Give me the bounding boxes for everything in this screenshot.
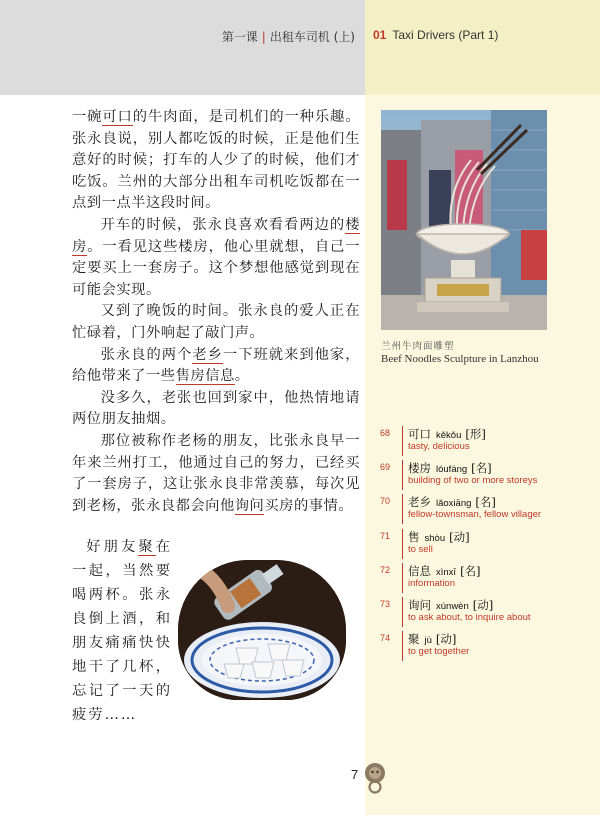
page-number: 7 — [351, 767, 359, 782]
vocab-pinyin: jù — [424, 635, 432, 646]
paragraph-1 — [72, 107, 360, 215]
paragraph-4 — [72, 345, 360, 388]
vocab-number: 69 — [380, 462, 391, 472]
vocab-pinyin: shòu — [424, 533, 446, 544]
photo-caption-en: Beef Noodles Sculpture in Lanzhou — [381, 353, 539, 365]
vocab-headword-line — [408, 597, 493, 613]
vocab-definition: to ask about, to inquire about — [408, 612, 531, 623]
vocab-divider — [402, 597, 403, 627]
reading-text-last — [72, 535, 172, 727]
vocab-definition: information — [408, 578, 455, 589]
vocab-number: 71 — [380, 531, 391, 541]
text-run: 好朋友 — [86, 539, 139, 555]
lesson-label: 第一课 — [221, 30, 258, 44]
vocab-divider — [402, 631, 403, 661]
lesson-heading-cn — [222, 28, 355, 45]
vocab-headword-line — [408, 529, 470, 545]
vocab-number: 68 — [380, 428, 391, 438]
text-run: 买房的事情。 — [264, 497, 354, 514]
vocab-part-of-speech: [动] — [449, 530, 470, 544]
text-run: 那位被称作老杨的朋友，比张永良早一年来兰州打工，他通过自己的努力，已经买了一套房子，这让张永良非常羡慕，每次见到老杨，张永良都会向他 — [72, 432, 360, 514]
vocab-headword-line — [408, 494, 496, 510]
vocab-word: 楼房 — [408, 461, 431, 475]
text-run: 开车的时候，张永良喜欢看看两边的 — [100, 216, 346, 233]
vocab-entry — [380, 460, 595, 494]
vocab-part-of-speech: [动] — [435, 632, 457, 646]
reading-text — [72, 107, 360, 517]
vocab-word: 老乡 — [408, 495, 431, 509]
lesson-heading-en — [373, 28, 498, 42]
vocab-word: 聚 — [408, 632, 420, 646]
vocab-headword-line — [408, 563, 481, 579]
text-run: 的牛肉面，是司机们的一种乐趣。张永良说，别人都吃饭的时候，正是他们生意好的时候；打车的人少了的时候，他们才吃饭。兰州的大部分出租车司机吃饭都在一点到一点半这段时间。 — [72, 109, 361, 212]
paragraph-5: 没多久，老张也回到家中，他热情地请两位朋友抽烟。 — [72, 389, 360, 428]
vocab-pinyin: kěkǒu — [436, 430, 462, 441]
vocab-entry — [380, 597, 595, 631]
vocab-word: 信息 — [408, 564, 431, 578]
vocab-definition: to get together — [408, 646, 470, 657]
vocab-divider — [402, 460, 403, 490]
liquor-cups-photo — [178, 560, 346, 700]
paragraph-7 — [72, 535, 172, 727]
vocab-entry — [380, 563, 595, 597]
lesson-title-cn: 出租车司机 (上) — [269, 30, 355, 44]
vocab-word: 可口 — [408, 427, 431, 441]
vocab-part-of-speech: [名] — [460, 564, 481, 578]
vocab-word: 售 — [408, 530, 420, 544]
vocab-entry — [380, 426, 595, 460]
text-run: 张永良的两个 — [100, 346, 193, 363]
noodle-sculpture-illustration — [381, 110, 547, 330]
vocab-word-laoxiang: 老乡 — [192, 346, 223, 363]
vocab-number: 70 — [380, 496, 391, 506]
lesson-title-en: Taxi Drivers (Part 1) — [392, 28, 499, 42]
vocab-part-of-speech: [名] — [471, 461, 492, 475]
text-run: 。一看见这些楼房，他心里就想，自己一定要买上一套房子。这个梦想他感觉到现在可能会实现。 — [72, 238, 361, 298]
vocab-entry — [380, 494, 595, 528]
vocab-pinyin: lóufáng — [436, 464, 468, 475]
vocab-number: 72 — [380, 565, 391, 575]
vocab-word-xunwen: 询问 — [234, 497, 265, 514]
vocab-definition: fellow-townsman, fellow villager — [408, 509, 542, 520]
vocab-definition: to sell — [408, 544, 433, 555]
vocab-entry — [380, 631, 595, 665]
text-run: 在一起，当然要喝两杯。张永良倒上酒，和朋友痛痛快快地干了几杯，忘记了一天的疲劳…… — [72, 539, 173, 723]
noodle-sculpture-photo — [381, 110, 547, 330]
vocab-headword-line — [408, 631, 456, 647]
vocab-part-of-speech: [名] — [475, 495, 496, 509]
lion-head-ornament-icon — [362, 762, 388, 794]
vocab-entry — [380, 529, 595, 563]
paragraph-3: 又到了晚饭的时间。张永良的爱人正在忙碌着，门外响起了敲门声。 — [72, 303, 360, 341]
text-run: 一下班就来到他家，给他带来了一些 — [72, 346, 361, 385]
header-separator: | — [261, 30, 266, 44]
vocab-part-of-speech: [动] — [472, 598, 494, 612]
liquor-cups-illustration — [178, 560, 346, 700]
header-left-band — [0, 0, 365, 95]
photo-caption-cn: 兰州牛肉面雕塑 — [381, 341, 455, 352]
vocab-pinyin: xìnxī — [436, 567, 457, 578]
vocab-definition: tasty, delicious — [408, 441, 470, 452]
vocab-number: 73 — [380, 599, 391, 609]
vocab-word-ju: 聚 — [138, 539, 156, 555]
paragraph-2 — [72, 215, 360, 301]
vocab-divider — [402, 426, 403, 456]
paragraph-6 — [72, 431, 360, 517]
text-run: 。 — [234, 368, 250, 385]
vocab-definition: building of two or more storeys — [408, 475, 538, 486]
vocab-headword-line — [408, 426, 486, 442]
vocab-divider — [402, 563, 403, 593]
vocab-divider — [402, 494, 403, 524]
lesson-number: 01 — [373, 28, 387, 42]
vocab-pinyin: lǎoxiāng — [436, 498, 472, 509]
vocab-word-kekou: 可口 — [102, 109, 133, 125]
vocab-word-loufang: 楼房 — [72, 216, 360, 255]
header-right-band — [365, 0, 600, 95]
vocab-word: 询问 — [408, 598, 431, 612]
vocab-number: 74 — [380, 633, 391, 643]
vocab-pinyin: xúnwèn — [436, 601, 469, 612]
vocab-headword-line — [408, 460, 492, 476]
vocab-divider — [402, 529, 403, 559]
text-run: 一碗 — [72, 109, 103, 125]
vocab-part-of-speech: [形] — [465, 427, 486, 441]
vocab-word-shoufangxinxi: 售房信息 — [175, 368, 235, 385]
